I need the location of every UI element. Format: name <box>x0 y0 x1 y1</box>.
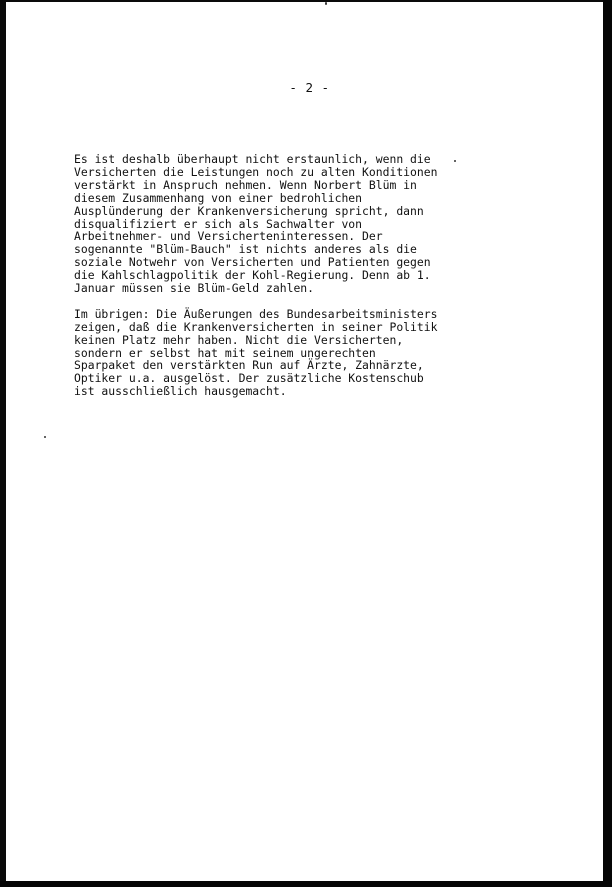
text-line: die Kahlschlagpolitik der Kohl-Regierung. Denn ab 1. <box>74 268 431 283</box>
text-line: Sparpaket den verstärkten Run auf Ärzte, Zahnärzte, <box>74 358 424 373</box>
page-number: - 2 - <box>289 80 330 95</box>
text-line: Optiker u.a. ausgelöst. Der zusätzliche Kostenschub <box>74 371 424 386</box>
document-page <box>6 2 603 881</box>
text-line: Versicherten die Leistungen noch zu alten Konditionen <box>74 164 438 179</box>
paragraph-1 <box>74 153 494 295</box>
text-line: diesem Zusammenhang von einer bedrohlichen <box>74 190 363 205</box>
text-line: soziale Notwehr von Versicherten und Patienten gegen <box>74 255 431 270</box>
paragraph-2 <box>74 308 494 398</box>
text-line: sondern er selbst hat mit seinem ungerechten <box>74 345 376 360</box>
scan-edge-bottom <box>0 881 612 887</box>
text-line: verstärkt in Anspruch nehmen. Wenn Norbert Blüm in <box>74 177 417 192</box>
scan-speck <box>325 2 327 5</box>
text-line: Arbeitnehmer- und Versicherteninteressen. Der <box>74 229 383 244</box>
text-line: ist ausschließlich hausgemacht. <box>74 384 287 399</box>
text-line: sogenannte "Blüm-Bauch" ist nichts anderes als die <box>74 242 417 257</box>
scan-edge-right <box>603 0 612 887</box>
text-line: keinen Platz mehr haben. Nicht die Versicherten, <box>74 332 404 347</box>
text-line: Es ist deshalb überhaupt nicht erstaunlich, wenn die <box>74 152 431 166</box>
document-body <box>74 153 494 411</box>
text-line: Ausplünderung der Krankenversicherung spricht, dann <box>74 203 424 218</box>
text-line: zeigen, daß die Krankenversicherten in seiner Politik <box>74 319 438 334</box>
text-line: Januar müssen sie Blüm-Geld zahlen. <box>74 281 315 296</box>
scan-speck <box>454 160 456 162</box>
text-line: Im übrigen: Die Äußerungen des Bundesarbeitsministers <box>74 306 438 321</box>
text-line: disqualifiziert er sich als Sachwalter von <box>74 216 363 231</box>
scan-speck <box>44 436 46 438</box>
